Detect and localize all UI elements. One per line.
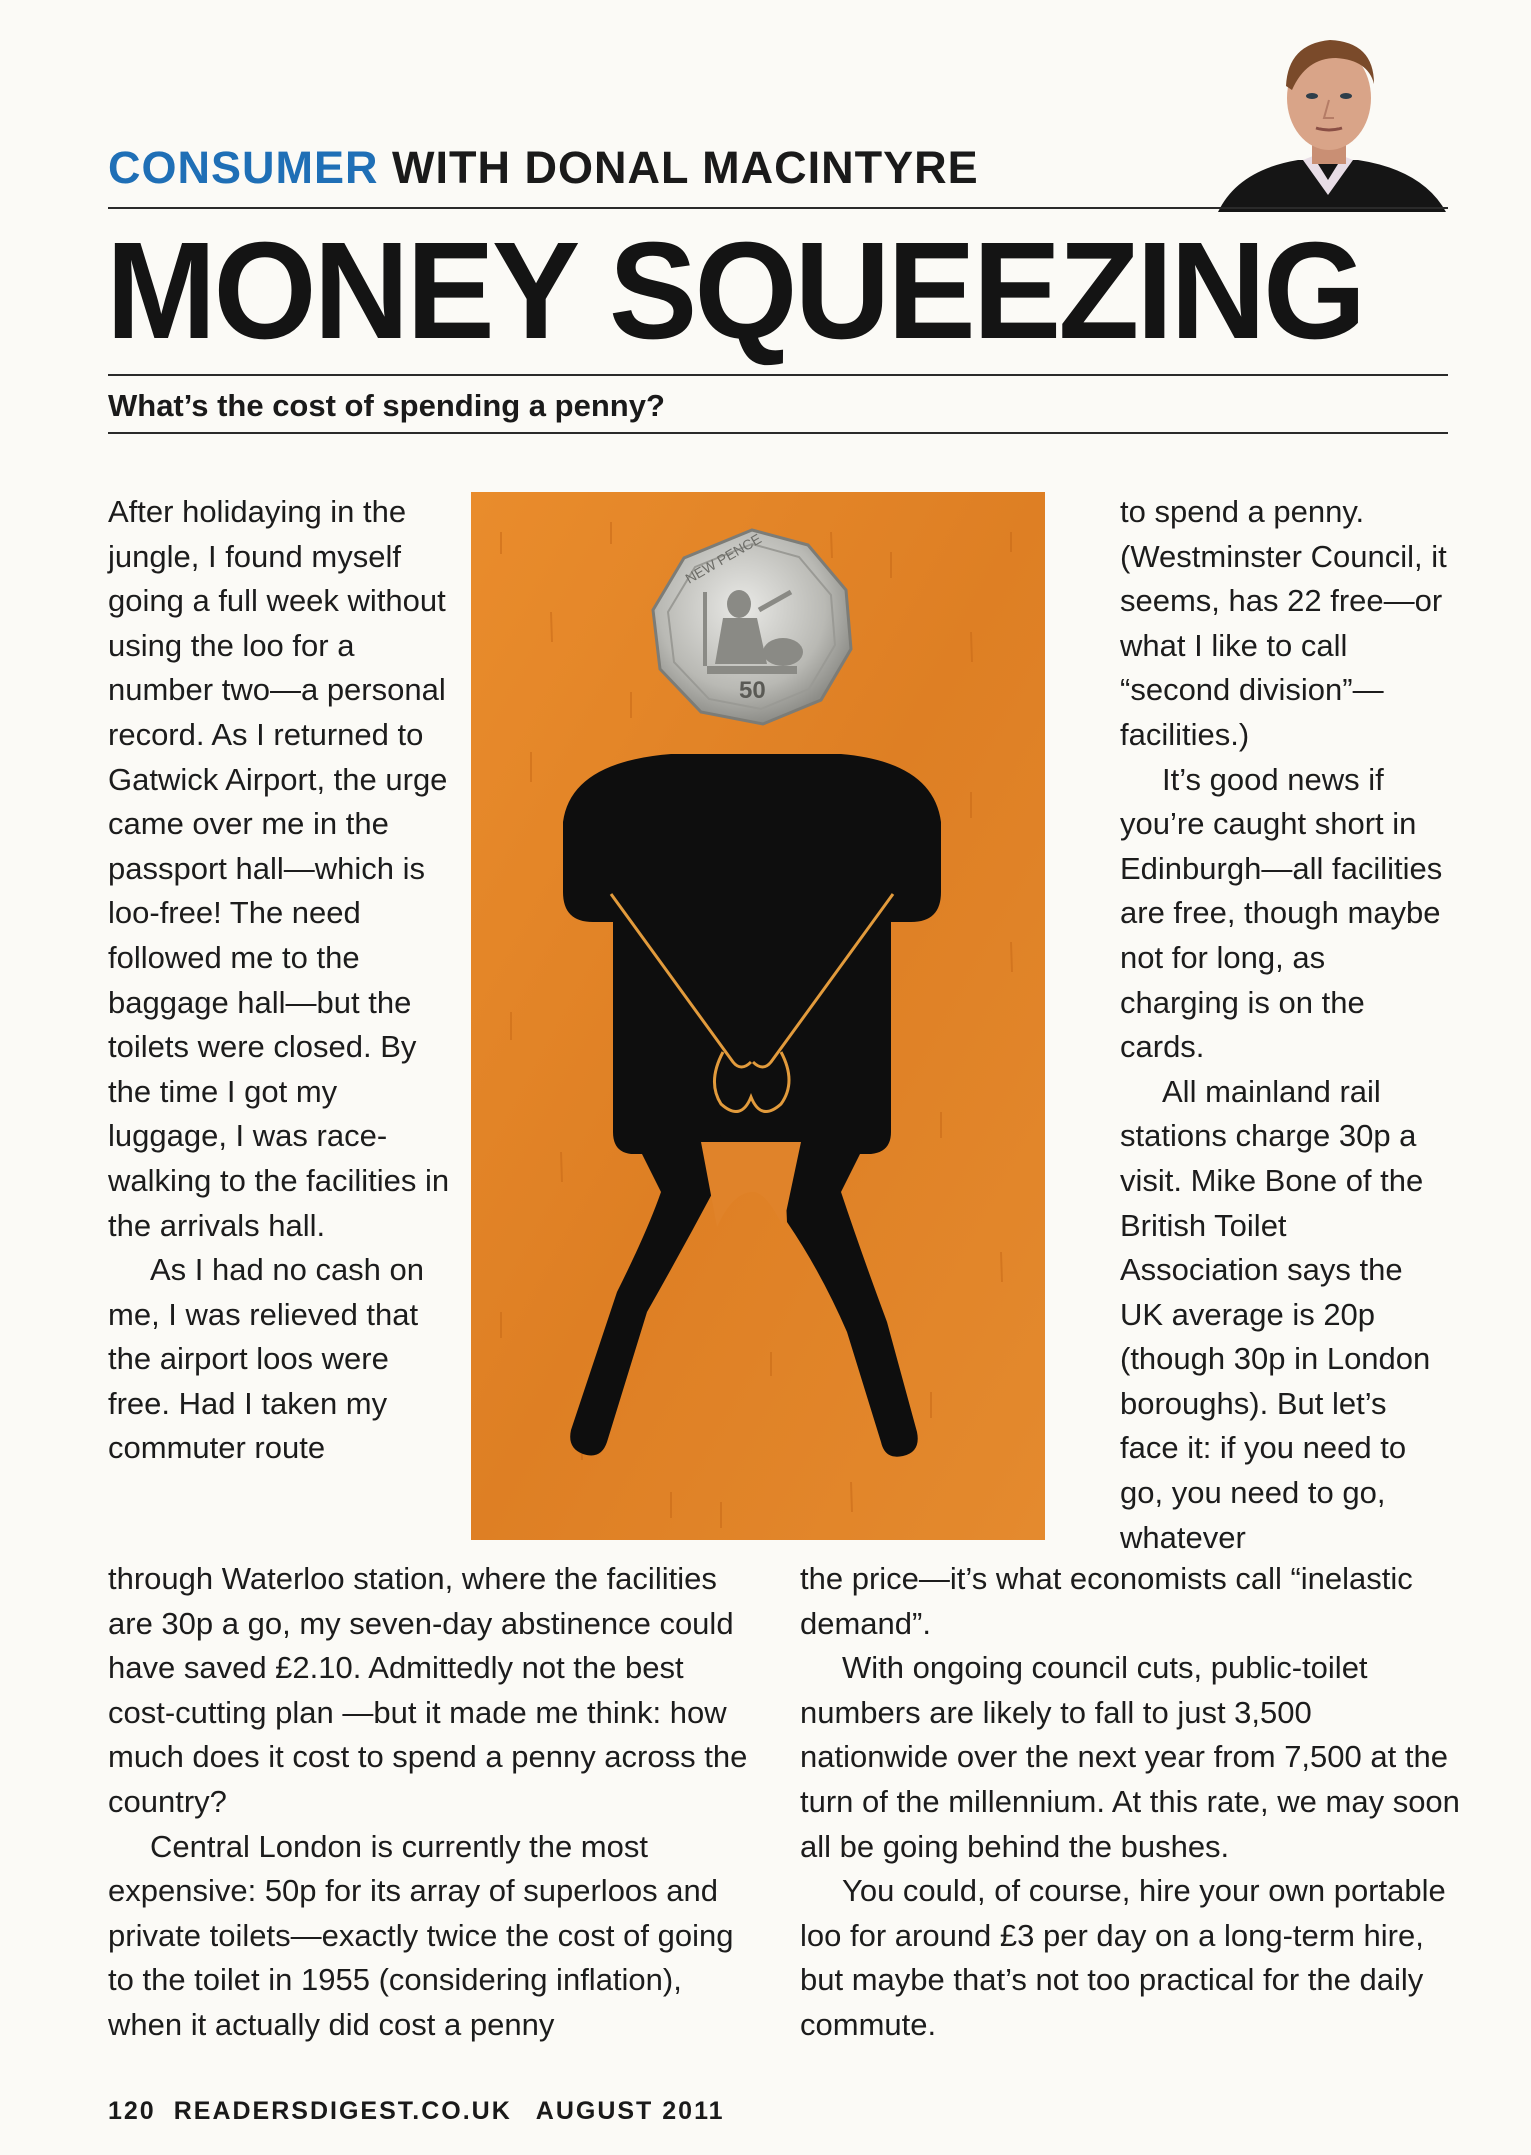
page-number: 120 — [108, 2097, 156, 2125]
paragraph: the price—it’s what economists call “inelastic demand”. — [800, 1561, 1413, 1641]
byline: WITH DONAL MACINTYRE — [392, 142, 979, 193]
paragraph: to spend a penny. (Westminster Council, it seems, has 22 free—or what I like to call “second division”—facilities.) — [1120, 494, 1447, 752]
headline-rule — [108, 374, 1448, 376]
article-column-right — [1120, 490, 1450, 1560]
article-column-right-lower — [800, 1557, 1460, 2048]
article-column-left-lower — [108, 1557, 758, 2048]
author-portrait — [1208, 20, 1448, 212]
paragraph: You could, of course, hire your own portable loo for around £3 per day on a long-term hire, but maybe that’s not too practical for the daily commute. — [800, 1873, 1446, 2042]
toilet-figure-illustration — [471, 492, 1045, 1540]
paragraph: After holidaying in the jungle, I found myself going a full week without using the loo for a number two—a personal record. As I returned to Gatwick Airport, the urge came over me in the passport hall—which is loo-free! The need followed me to the baggage hall—but the toilets were closed. By the time I got my luggage, I was race-walking to the facilities in the arrivals hall. — [108, 494, 450, 1243]
paragraph: All mainland rail stations charge 30p a visit. Mike Bone of the British Toilet Association says the UK average is 20p (though 30p in London boroughs). But let’s face it: if you need to go, you need to go, whatever — [1120, 1073, 1431, 1555]
publication-name: READERSDIGEST.CO.UK — [173, 2097, 512, 2125]
standfirst-rule — [108, 432, 1448, 434]
headline: MONEY SQUEEZING — [106, 214, 1364, 368]
article-column-left — [108, 490, 453, 1471]
coin-legend-text: NEW PENCE — [682, 530, 764, 587]
fifty-pence-coin — [653, 530, 851, 724]
header-rule-top — [108, 207, 1448, 209]
page-footer — [108, 2097, 725, 2126]
paragraph: through Waterloo station, where the facilities are 30p a go, my seven-day abstinence could have saved £2.10. Admittedly not the best cost-cutting plan —but it made me think: how much does it cost to spend a penny across the country? — [108, 1561, 748, 1819]
section-label: CONSUMER — [108, 142, 379, 193]
paragraph: It’s good news if you’re caught short in Edinburgh—all facilities are free, though maybe not for long, as charging is on the cards. — [1120, 761, 1443, 1065]
issue-date: AUGUST 2011 — [535, 2097, 725, 2125]
paragraph: With ongoing council cuts, public-toilet numbers are likely to fall to just 3,500 nationwide over the next year from 7,500 at the turn of the millennium. At this rate, we may soon all be going behind the bushes. — [800, 1650, 1460, 1864]
coin-denomination: 50 — [739, 677, 766, 704]
section-byline — [108, 142, 979, 194]
paragraph: Central London is currently the most expensive: 50p for its array of superloos and private toilets—exactly twice the cost of going to the toilet in 1955 (considering inflation), when it actually did cost a penny — [108, 1828, 734, 2042]
standfirst: What’s the cost of spending a penny? — [108, 388, 665, 423]
paragraph: As I had no cash on me, I was relieved that the airport loos were free. Had I taken my commuter route — [108, 1252, 425, 1466]
